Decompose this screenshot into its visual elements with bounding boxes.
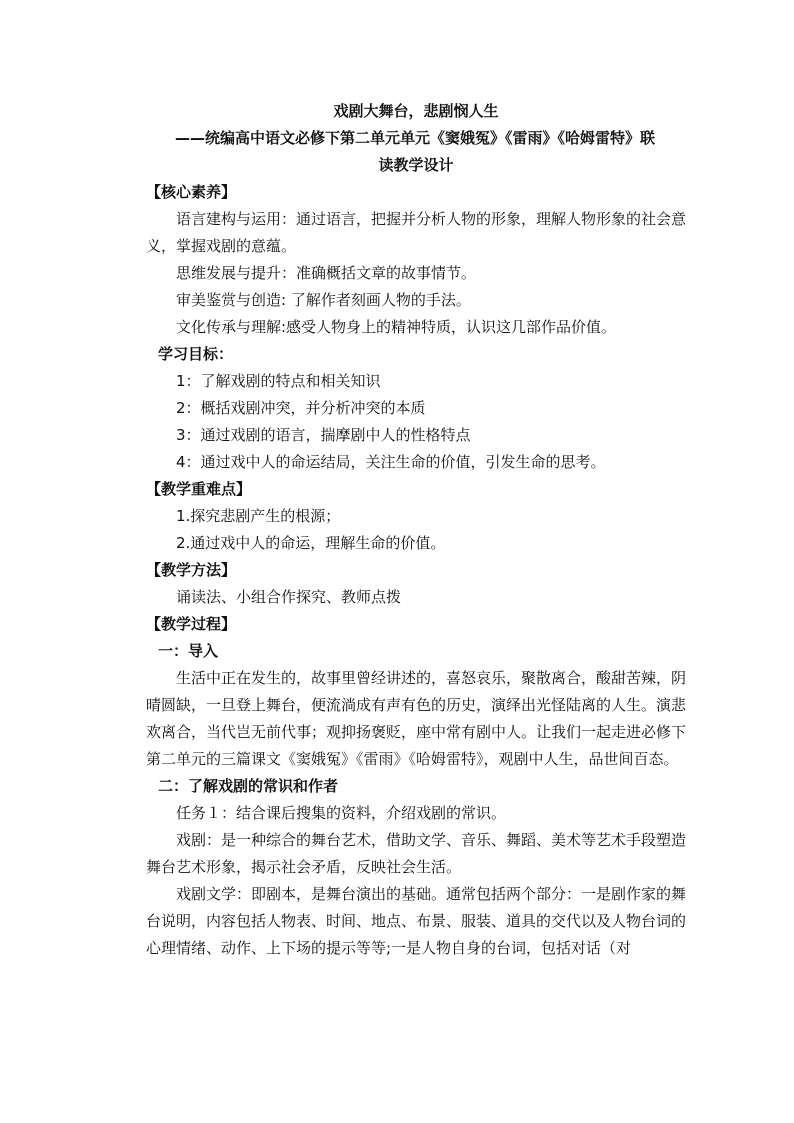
teaching-methods-text: 诵读法、小组合作探究、教师点拨: [176, 588, 402, 606]
title-line-2: ——统编高中语文必修下第二单元单元《窦娥冤》《雷雨》《哈姆雷特》联: [174, 129, 655, 147]
goal-item-1: 1：了解戏剧的特点和相关知识: [176, 372, 381, 390]
goal-item-2: 2：概括戏剧冲突，并分析冲突的本质: [176, 399, 426, 417]
section-drama-knowledge-heading: 二：了解戏剧的常识和作者: [158, 777, 339, 795]
teaching-methods-heading: 【教学方法】: [146, 561, 237, 579]
title-line-1: 戏剧大舞台，悲剧悯人生: [333, 102, 499, 120]
drama-definition: 戏剧：是一种综合的舞台艺术，借助文学、音乐、舞蹈、美术等艺术手段塑造舞台艺术形象，揭示社会矛盾，反映社会生活。: [146, 831, 687, 876]
teaching-process-heading: 【教学过程】: [146, 615, 237, 633]
core-item-language: 语言建构与运用：通过语言，把握并分析人物的形象，理解人物形象的社会意义，掌握戏剧的意蕴。: [146, 210, 687, 255]
goal-item-3: 3：通过戏剧的语言，揣摩剧中人的性格特点: [176, 426, 471, 444]
goal-item-4: 4：通过戏中人的命运结局，关注生命的价值，引发生命的思考。: [176, 453, 606, 471]
section-intro-heading: 一：导入: [158, 642, 219, 660]
document-title: [146, 98, 686, 179]
core-literacy-heading: 【核心素养】: [146, 183, 237, 201]
core-item-culture: 文化传承与理解:感受人物身上的精神特质，认识这几部作品价值。: [176, 318, 617, 336]
key-point-1: 1.探究悲剧产生的根源；: [176, 507, 341, 525]
drama-literature-definition: 戏剧文学：即剧本，是舞台演出的基础。通常包括两个部分：一是剧作家的舞台说明，内容包括人物表、时间、地点、布景、服装、道具的交代以及人物台词的心理情绪、动作、上下场的提示等等;一是人物自身的台词，包括对话（对: [146, 885, 687, 957]
learning-goals-heading: 学习目标：: [158, 345, 234, 363]
key-point-2: 2.通过戏中人的命运，理解生命的价值。: [176, 534, 446, 552]
task-1-text: 任务１：结合课后搜集的资料，介绍戏剧的常识。: [176, 804, 507, 822]
document-content: [146, 98, 686, 962]
key-points-heading: 【教学重难点】: [146, 480, 252, 498]
core-item-thinking: 思维发展与提升：准确概括文章的故事情节。: [176, 264, 477, 282]
core-item-aesthetic: 审美鉴赏与创造: 了解作者刻画人物的手法。: [176, 291, 471, 309]
title-line-3: 读教学设计: [378, 156, 454, 174]
section-intro-text: 生活中正在发生的，故事里曾经讲述的，喜怒哀乐，聚散离合，酸甜苦辣，阴晴圆缺，一旦登上舞台，便流淌成有声有色的历史，演绎出光怪陆离的人生。演悲欢离合，当代岂无前代事；观抑扬褒贬，座中常有剧中人。让我们一起走进必修下第二单元的三篇课文《窦娥冤》《雷雨》《哈姆雷特》，观剧中人生，品世间百态。: [146, 669, 687, 768]
